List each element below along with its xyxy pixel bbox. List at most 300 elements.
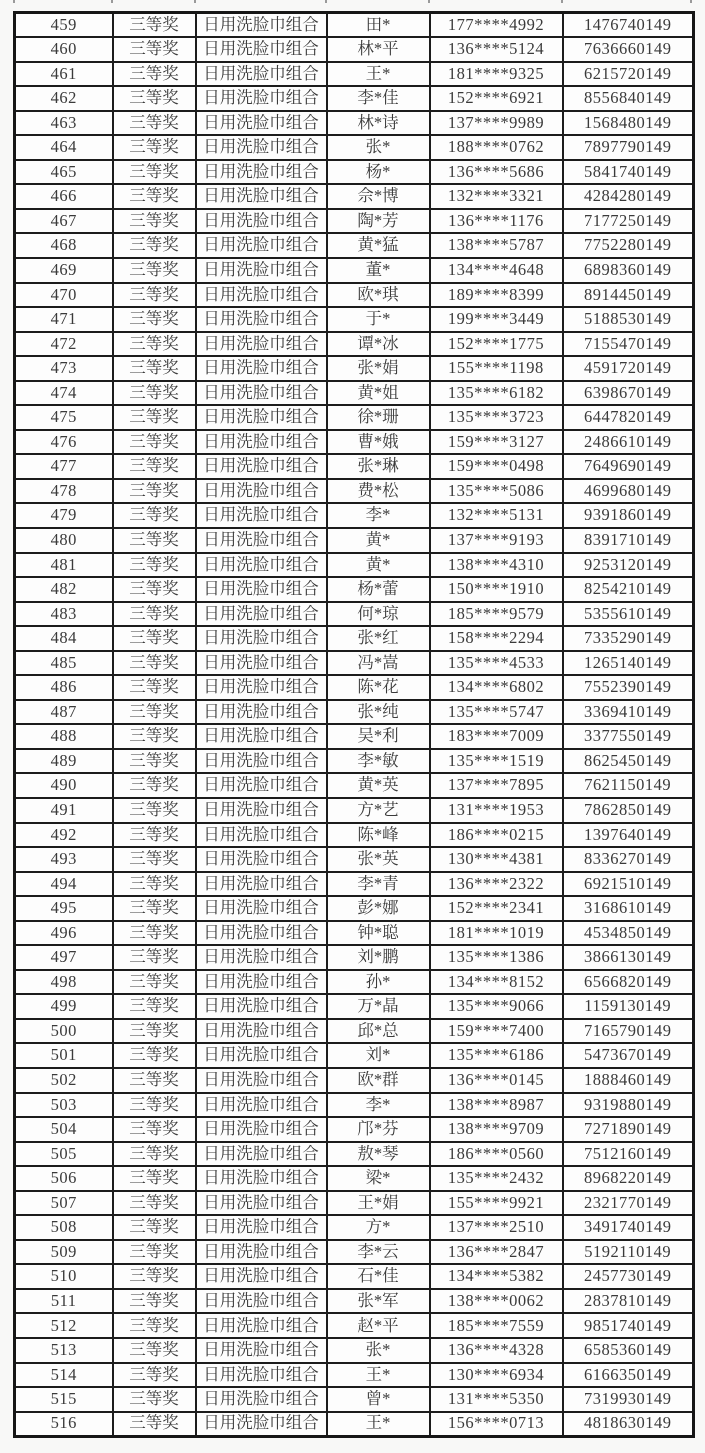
- cell-winner-name: 王*: [327, 1412, 430, 1437]
- table-row: [15, 1289, 694, 1314]
- table-row: [15, 479, 694, 504]
- cell-prize-item: 日用洗脸巾组合: [196, 332, 327, 357]
- cell-entry-id: 7319930149: [563, 1387, 694, 1412]
- cell-prize-item: 日用洗脸巾组合: [196, 1043, 327, 1068]
- cell-prize-level: 三等奖: [113, 1043, 196, 1068]
- cell-entry-id: 4284280149: [563, 184, 694, 209]
- cell-prize-level: 三等奖: [113, 307, 196, 332]
- cell-serial-number: 515: [15, 1387, 113, 1412]
- table-row: [15, 651, 694, 676]
- cell-prize-item: 日用洗脸巾组合: [196, 1191, 327, 1216]
- cell-entry-id: 1568480149: [563, 111, 694, 136]
- cell-prize-level: 三等奖: [113, 1338, 196, 1363]
- cell-masked-phone: 134****6802: [430, 675, 563, 700]
- cell-entry-id: 9319880149: [563, 1093, 694, 1118]
- cell-entry-id: 3369410149: [563, 700, 694, 725]
- cell-masked-phone: 132****5131: [430, 503, 563, 528]
- cell-masked-phone: 134****8152: [430, 970, 563, 995]
- cell-entry-id: 8556840149: [563, 86, 694, 111]
- cell-prize-item: 日用洗脸巾组合: [196, 994, 327, 1019]
- cell-masked-phone: 181****9325: [430, 62, 563, 87]
- cell-entry-id: 5473670149: [563, 1043, 694, 1068]
- cell-winner-name: 曹*娥: [327, 430, 430, 455]
- cell-masked-phone: 183****7009: [430, 724, 563, 749]
- cell-winner-name: 刘*: [327, 1043, 430, 1068]
- cell-masked-phone: 177****4992: [430, 13, 563, 38]
- cell-serial-number: 498: [15, 970, 113, 995]
- cell-prize-level: 三等奖: [113, 700, 196, 725]
- cell-entry-id: 5192110149: [563, 1240, 694, 1265]
- cell-serial-number: 500: [15, 1019, 113, 1044]
- cell-winner-name: 李*青: [327, 872, 430, 897]
- cell-serial-number: 505: [15, 1142, 113, 1167]
- table-row: [15, 749, 694, 774]
- table-row: [15, 896, 694, 921]
- cell-winner-name: 欧*琪: [327, 283, 430, 308]
- cell-serial-number: 487: [15, 700, 113, 725]
- cell-prize-level: 三等奖: [113, 1142, 196, 1167]
- cell-winner-name: 张*纯: [327, 700, 430, 725]
- cell-prize-level: 三等奖: [113, 405, 196, 430]
- table-row: [15, 356, 694, 381]
- cell-prize-item: 日用洗脸巾组合: [196, 1240, 327, 1265]
- cell-prize-item: 日用洗脸巾组合: [196, 1412, 327, 1437]
- table-row: [15, 1068, 694, 1093]
- cell-serial-number: 495: [15, 896, 113, 921]
- cell-masked-phone: 135****9066: [430, 994, 563, 1019]
- cell-prize-level: 三等奖: [113, 1313, 196, 1338]
- cell-prize-item: 日用洗脸巾组合: [196, 823, 327, 848]
- cell-prize-level: 三等奖: [113, 111, 196, 136]
- prize-winners-table-body: [15, 13, 694, 1437]
- table-row: [15, 1191, 694, 1216]
- cell-prize-level: 三等奖: [113, 528, 196, 553]
- cell-serial-number: 460: [15, 37, 113, 62]
- cell-masked-phone: 130****4381: [430, 847, 563, 872]
- cell-winner-name: 陈*花: [327, 675, 430, 700]
- cell-prize-level: 三等奖: [113, 37, 196, 62]
- cropped-row-border-remnant: [561, 0, 563, 3]
- cell-prize-item: 日用洗脸巾组合: [196, 479, 327, 504]
- cell-prize-level: 三等奖: [113, 577, 196, 602]
- cell-serial-number: 503: [15, 1093, 113, 1118]
- cell-prize-item: 日用洗脸巾组合: [196, 1363, 327, 1388]
- cell-masked-phone: 134****5382: [430, 1264, 563, 1289]
- cell-winner-name: 田*: [327, 13, 430, 38]
- cell-winner-name: 李*: [327, 1093, 430, 1118]
- cell-prize-item: 日用洗脸巾组合: [196, 405, 327, 430]
- cropped-row-border-remnant: [194, 0, 196, 3]
- cell-masked-phone: 136****5686: [430, 160, 563, 185]
- cell-prize-level: 三等奖: [113, 724, 196, 749]
- cell-entry-id: 5188530149: [563, 307, 694, 332]
- cell-prize-level: 三等奖: [113, 626, 196, 651]
- table-row: [15, 160, 694, 185]
- cell-masked-phone: 135****6186: [430, 1043, 563, 1068]
- cell-winner-name: 张*英: [327, 847, 430, 872]
- table-row: [15, 773, 694, 798]
- cell-prize-item: 日用洗脸巾组合: [196, 1019, 327, 1044]
- cell-winner-name: 邱*总: [327, 1019, 430, 1044]
- cell-entry-id: 9391860149: [563, 503, 694, 528]
- cell-serial-number: 471: [15, 307, 113, 332]
- cell-serial-number: 507: [15, 1191, 113, 1216]
- cell-masked-phone: 138****4310: [430, 553, 563, 578]
- cell-serial-number: 463: [15, 111, 113, 136]
- cell-winner-name: 万*晶: [327, 994, 430, 1019]
- cell-winner-name: 欧*群: [327, 1068, 430, 1093]
- cell-winner-name: 陶*芳: [327, 209, 430, 234]
- table-row: [15, 847, 694, 872]
- cell-masked-phone: 137****2510: [430, 1215, 563, 1240]
- cell-serial-number: 474: [15, 381, 113, 406]
- cell-prize-level: 三等奖: [113, 994, 196, 1019]
- cell-winner-name: 谭*冰: [327, 332, 430, 357]
- cell-masked-phone: 185****7559: [430, 1313, 563, 1338]
- cell-entry-id: 1397640149: [563, 823, 694, 848]
- cell-masked-phone: 137****7895: [430, 773, 563, 798]
- cell-serial-number: 464: [15, 135, 113, 160]
- cell-masked-phone: 135****3723: [430, 405, 563, 430]
- cell-prize-item: 日用洗脸巾组合: [196, 1215, 327, 1240]
- cell-winner-name: 吴*利: [327, 724, 430, 749]
- cell-entry-id: 6447820149: [563, 405, 694, 430]
- cell-prize-level: 三等奖: [113, 602, 196, 627]
- table-row: [15, 994, 694, 1019]
- cell-serial-number: 504: [15, 1117, 113, 1142]
- cell-entry-id: 6585360149: [563, 1338, 694, 1363]
- cell-prize-level: 三等奖: [113, 381, 196, 406]
- table-row: [15, 528, 694, 553]
- cell-prize-item: 日用洗脸巾组合: [196, 577, 327, 602]
- cell-entry-id: 7155470149: [563, 332, 694, 357]
- cell-prize-item: 日用洗脸巾组合: [196, 798, 327, 823]
- cell-serial-number: 499: [15, 994, 113, 1019]
- cell-prize-level: 三等奖: [113, 798, 196, 823]
- cell-entry-id: 7165790149: [563, 1019, 694, 1044]
- cell-serial-number: 465: [15, 160, 113, 185]
- cell-masked-phone: 156****0713: [430, 1412, 563, 1437]
- cell-prize-item: 日用洗脸巾组合: [196, 184, 327, 209]
- cell-winner-name: 石*佳: [327, 1264, 430, 1289]
- cell-masked-phone: 181****1019: [430, 921, 563, 946]
- cell-prize-level: 三等奖: [113, 209, 196, 234]
- table-row: [15, 577, 694, 602]
- cell-masked-phone: 138****0062: [430, 1289, 563, 1314]
- cell-masked-phone: 138****8987: [430, 1093, 563, 1118]
- cell-serial-number: 467: [15, 209, 113, 234]
- cropped-row-border-remnant: [325, 0, 327, 3]
- table-row: [15, 332, 694, 357]
- cell-prize-item: 日用洗脸巾组合: [196, 896, 327, 921]
- cell-serial-number: 512: [15, 1313, 113, 1338]
- cell-prize-item: 日用洗脸巾组合: [196, 847, 327, 872]
- cell-entry-id: 1476740149: [563, 13, 694, 38]
- cell-prize-level: 三等奖: [113, 233, 196, 258]
- table-row: [15, 1215, 694, 1240]
- cell-serial-number: 480: [15, 528, 113, 553]
- cell-winner-name: 李*敏: [327, 749, 430, 774]
- cell-prize-level: 三等奖: [113, 1215, 196, 1240]
- cell-entry-id: 7552390149: [563, 675, 694, 700]
- cell-masked-phone: 135****1386: [430, 945, 563, 970]
- cell-prize-item: 日用洗脸巾组合: [196, 749, 327, 774]
- cell-serial-number: 510: [15, 1264, 113, 1289]
- cell-masked-phone: 155****9921: [430, 1191, 563, 1216]
- cell-prize-item: 日用洗脸巾组合: [196, 1142, 327, 1167]
- cell-serial-number: 478: [15, 479, 113, 504]
- cell-winner-name: 黄*姐: [327, 381, 430, 406]
- cell-winner-name: 张*红: [327, 626, 430, 651]
- table-row: [15, 37, 694, 62]
- table-row: [15, 1264, 694, 1289]
- cell-prize-level: 三等奖: [113, 749, 196, 774]
- cell-winner-name: 张*: [327, 135, 430, 160]
- cell-entry-id: 6566820149: [563, 970, 694, 995]
- cell-winner-name: 方*: [327, 1215, 430, 1240]
- cell-entry-id: 7649690149: [563, 454, 694, 479]
- cell-winner-name: 彭*娜: [327, 896, 430, 921]
- cell-masked-phone: 159****0498: [430, 454, 563, 479]
- table-row: [15, 970, 694, 995]
- cell-prize-item: 日用洗脸巾组合: [196, 970, 327, 995]
- cell-winner-name: 费*松: [327, 479, 430, 504]
- table-row: [15, 430, 694, 455]
- cell-serial-number: 493: [15, 847, 113, 872]
- cell-winner-name: 张*琳: [327, 454, 430, 479]
- cell-serial-number: 479: [15, 503, 113, 528]
- cell-prize-item: 日用洗脸巾组合: [196, 1068, 327, 1093]
- cell-entry-id: 4591720149: [563, 356, 694, 381]
- cell-prize-level: 三等奖: [113, 1289, 196, 1314]
- cell-winner-name: 方*艺: [327, 798, 430, 823]
- cell-prize-item: 日用洗脸巾组合: [196, 503, 327, 528]
- table-row: [15, 675, 694, 700]
- cell-prize-level: 三等奖: [113, 430, 196, 455]
- cell-masked-phone: 159****7400: [430, 1019, 563, 1044]
- cell-prize-item: 日用洗脸巾组合: [196, 1117, 327, 1142]
- cell-prize-item: 日用洗脸巾组合: [196, 1313, 327, 1338]
- cell-prize-item: 日用洗脸巾组合: [196, 1093, 327, 1118]
- cell-prize-item: 日用洗脸巾组合: [196, 626, 327, 651]
- cell-winner-name: 黄*: [327, 528, 430, 553]
- cell-serial-number: 490: [15, 773, 113, 798]
- cell-serial-number: 462: [15, 86, 113, 111]
- table-row: [15, 1093, 694, 1118]
- cell-entry-id: 8254210149: [563, 577, 694, 602]
- cell-serial-number: 516: [15, 1412, 113, 1437]
- cell-winner-name: 林*诗: [327, 111, 430, 136]
- cell-masked-phone: 135****6182: [430, 381, 563, 406]
- cell-prize-level: 三等奖: [113, 823, 196, 848]
- cell-prize-item: 日用洗脸巾组合: [196, 307, 327, 332]
- cell-masked-phone: 136****0145: [430, 1068, 563, 1093]
- cell-entry-id: 2837810149: [563, 1289, 694, 1314]
- cell-masked-phone: 136****2847: [430, 1240, 563, 1265]
- cell-winner-name: 冯*嵩: [327, 651, 430, 676]
- cell-entry-id: 2486610149: [563, 430, 694, 455]
- cell-prize-level: 三等奖: [113, 479, 196, 504]
- cell-winner-name: 徐*珊: [327, 405, 430, 430]
- table-row: [15, 1313, 694, 1338]
- cell-serial-number: 496: [15, 921, 113, 946]
- cell-serial-number: 466: [15, 184, 113, 209]
- cell-entry-id: 7271890149: [563, 1117, 694, 1142]
- cell-winner-name: 张*: [327, 1338, 430, 1363]
- cell-serial-number: 513: [15, 1338, 113, 1363]
- cell-serial-number: 473: [15, 356, 113, 381]
- cell-winner-name: 佘*博: [327, 184, 430, 209]
- cell-prize-level: 三等奖: [113, 1264, 196, 1289]
- table-row: [15, 1142, 694, 1167]
- cell-winner-name: 刘*鹏: [327, 945, 430, 970]
- cell-prize-level: 三等奖: [113, 847, 196, 872]
- cell-winner-name: 梁*: [327, 1166, 430, 1191]
- cell-prize-item: 日用洗脸巾组合: [196, 209, 327, 234]
- cell-prize-level: 三等奖: [113, 503, 196, 528]
- cell-prize-level: 三等奖: [113, 1068, 196, 1093]
- cell-entry-id: 7335290149: [563, 626, 694, 651]
- cell-serial-number: 485: [15, 651, 113, 676]
- cell-entry-id: 1265140149: [563, 651, 694, 676]
- cell-prize-item: 日用洗脸巾组合: [196, 1338, 327, 1363]
- cell-entry-id: 6921510149: [563, 872, 694, 897]
- cell-prize-level: 三等奖: [113, 921, 196, 946]
- table-row: [15, 405, 694, 430]
- cell-masked-phone: 158****2294: [430, 626, 563, 651]
- table-row: [15, 1338, 694, 1363]
- cell-prize-item: 日用洗脸巾组合: [196, 1264, 327, 1289]
- cell-masked-phone: 135****2432: [430, 1166, 563, 1191]
- cell-masked-phone: 136****2322: [430, 872, 563, 897]
- cell-serial-number: 502: [15, 1068, 113, 1093]
- cell-winner-name: 黄*英: [327, 773, 430, 798]
- cell-prize-level: 三等奖: [113, 553, 196, 578]
- cell-prize-item: 日用洗脸巾组合: [196, 111, 327, 136]
- cell-entry-id: 6215720149: [563, 62, 694, 87]
- table-row: [15, 798, 694, 823]
- table-row: [15, 135, 694, 160]
- cell-winner-name: 敖*琴: [327, 1142, 430, 1167]
- cell-entry-id: 4818630149: [563, 1412, 694, 1437]
- cell-masked-phone: 188****0762: [430, 135, 563, 160]
- prize-winners-table: [13, 11, 695, 1438]
- cell-winner-name: 李*: [327, 503, 430, 528]
- cell-prize-level: 三等奖: [113, 184, 196, 209]
- cell-entry-id: 3866130149: [563, 945, 694, 970]
- table-row: [15, 872, 694, 897]
- cell-entry-id: 7752280149: [563, 233, 694, 258]
- cell-prize-level: 三等奖: [113, 773, 196, 798]
- cell-serial-number: 470: [15, 283, 113, 308]
- cropped-row-border-remnant: [13, 0, 15, 3]
- cell-entry-id: 3377550149: [563, 724, 694, 749]
- cell-prize-item: 日用洗脸巾组合: [196, 675, 327, 700]
- cell-winner-name: 于*: [327, 307, 430, 332]
- cell-serial-number: 489: [15, 749, 113, 774]
- cell-prize-level: 三等奖: [113, 454, 196, 479]
- cell-prize-item: 日用洗脸巾组合: [196, 724, 327, 749]
- cell-entry-id: 8336270149: [563, 847, 694, 872]
- cell-serial-number: 482: [15, 577, 113, 602]
- cell-masked-phone: 130****6934: [430, 1363, 563, 1388]
- cell-winner-name: 杨*蕾: [327, 577, 430, 602]
- cropped-row-border-remnant: [428, 0, 430, 3]
- table-row: [15, 86, 694, 111]
- cell-prize-level: 三等奖: [113, 1117, 196, 1142]
- cell-winner-name: 李*佳: [327, 86, 430, 111]
- cell-serial-number: 491: [15, 798, 113, 823]
- cell-masked-phone: 137****9193: [430, 528, 563, 553]
- cell-winner-name: 王*: [327, 62, 430, 87]
- cell-entry-id: 7621150149: [563, 773, 694, 798]
- table-row: [15, 700, 694, 725]
- table-row: [15, 62, 694, 87]
- cell-prize-item: 日用洗脸巾组合: [196, 381, 327, 406]
- table-row: [15, 307, 694, 332]
- cell-masked-phone: 136****4328: [430, 1338, 563, 1363]
- cell-masked-phone: 135****5747: [430, 700, 563, 725]
- cell-prize-level: 三等奖: [113, 1387, 196, 1412]
- cell-prize-item: 日用洗脸巾组合: [196, 13, 327, 38]
- cell-masked-phone: 152****2341: [430, 896, 563, 921]
- cell-serial-number: 459: [15, 13, 113, 38]
- table-row: [15, 1412, 694, 1437]
- cell-winner-name: 陈*峰: [327, 823, 430, 848]
- cell-winner-name: 黄*猛: [327, 233, 430, 258]
- cell-prize-item: 日用洗脸巾组合: [196, 553, 327, 578]
- cell-entry-id: 1888460149: [563, 1068, 694, 1093]
- cell-prize-item: 日用洗脸巾组合: [196, 945, 327, 970]
- cell-masked-phone: 189****8399: [430, 283, 563, 308]
- cell-prize-item: 日用洗脸巾组合: [196, 700, 327, 725]
- cell-entry-id: 5841740149: [563, 160, 694, 185]
- cell-masked-phone: 150****1910: [430, 577, 563, 602]
- cell-winner-name: 孙*: [327, 970, 430, 995]
- table-row: [15, 184, 694, 209]
- cell-prize-item: 日用洗脸巾组合: [196, 430, 327, 455]
- cell-prize-level: 三等奖: [113, 1093, 196, 1118]
- cell-serial-number: 461: [15, 62, 113, 87]
- cell-serial-number: 472: [15, 332, 113, 357]
- cell-masked-phone: 152****6921: [430, 86, 563, 111]
- cell-winner-name: 张*娟: [327, 356, 430, 381]
- cell-entry-id: 6898360149: [563, 258, 694, 283]
- cell-winner-name: 张*军: [327, 1289, 430, 1314]
- cell-serial-number: 483: [15, 602, 113, 627]
- cell-prize-item: 日用洗脸巾组合: [196, 160, 327, 185]
- cell-prize-level: 三等奖: [113, 332, 196, 357]
- cell-prize-item: 日用洗脸巾组合: [196, 773, 327, 798]
- cell-serial-number: 501: [15, 1043, 113, 1068]
- table-row: [15, 381, 694, 406]
- cell-masked-phone: 152****1775: [430, 332, 563, 357]
- cell-prize-level: 三等奖: [113, 160, 196, 185]
- cell-masked-phone: 138****5787: [430, 233, 563, 258]
- cell-entry-id: 6166350149: [563, 1363, 694, 1388]
- table-row: [15, 1043, 694, 1068]
- cell-prize-item: 日用洗脸巾组合: [196, 602, 327, 627]
- cell-prize-level: 三等奖: [113, 1166, 196, 1191]
- cell-winner-name: 王*: [327, 1363, 430, 1388]
- cell-masked-phone: 185****9579: [430, 602, 563, 627]
- cell-entry-id: 5355610149: [563, 602, 694, 627]
- cell-serial-number: 511: [15, 1289, 113, 1314]
- cell-prize-level: 三等奖: [113, 13, 196, 38]
- cell-entry-id: 8625450149: [563, 749, 694, 774]
- cell-masked-phone: 135****4533: [430, 651, 563, 676]
- cell-entry-id: 7636660149: [563, 37, 694, 62]
